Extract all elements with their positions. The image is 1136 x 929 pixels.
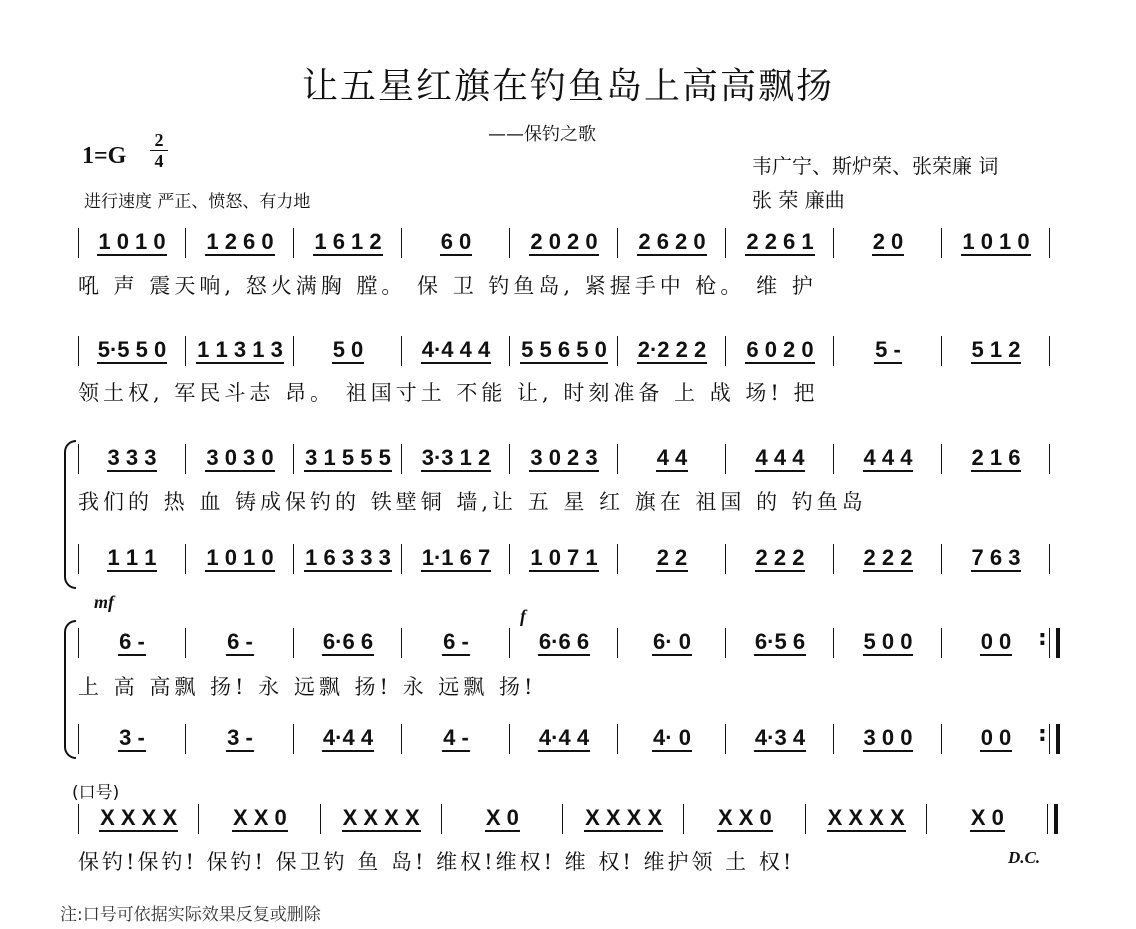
- barline: [562, 804, 563, 834]
- barline: [833, 724, 834, 754]
- barline: [941, 724, 942, 754]
- barline: [1049, 628, 1050, 658]
- measure: [688, 804, 801, 834]
- measure: [946, 628, 1046, 658]
- measure: [838, 628, 938, 658]
- barline: [293, 336, 294, 366]
- measure: [946, 444, 1046, 474]
- measure-notes: 2 6 2 0: [638, 229, 706, 254]
- measure-notes: 2 2: [656, 545, 688, 570]
- measure: [82, 544, 182, 574]
- barline: [78, 444, 79, 474]
- measure-notes: 4·4 4 4: [421, 337, 491, 362]
- measure-notes: 6 0: [440, 229, 472, 254]
- barline: [401, 628, 402, 658]
- barline: [185, 336, 186, 366]
- barline: [941, 444, 942, 474]
- measure: [325, 804, 438, 834]
- barline: [185, 628, 186, 658]
- measure-notes: 6·5 6: [754, 629, 806, 654]
- measure: [82, 628, 182, 658]
- barline: [293, 628, 294, 658]
- barline: [617, 444, 618, 474]
- staff-row-7: [78, 798, 1048, 838]
- measure-notes: 4 4 4: [755, 445, 805, 470]
- lyrics-line-2: 领土权, 军民斗志 昂。 祖国寸土 不能 让, 时刻准备 上 战 场! 把: [78, 381, 819, 405]
- measure-notes: 2 1 6: [971, 445, 1021, 470]
- measure: [946, 228, 1046, 258]
- barline: [509, 544, 510, 574]
- measure-notes: 5 0 0: [863, 629, 913, 654]
- song-title: 让五星红旗在钓鱼岛上高高飘扬: [301, 66, 834, 107]
- measure-notes: 3 0 0: [863, 725, 913, 750]
- barline: [725, 228, 726, 258]
- measure: [82, 228, 182, 258]
- time-signature: [150, 130, 168, 171]
- dynamic-f: f: [520, 606, 526, 626]
- staff-row-1: [78, 222, 1050, 262]
- barline: [1049, 228, 1050, 258]
- barline: [725, 336, 726, 366]
- measure-notes: 3 0 2 3: [530, 445, 598, 470]
- barline: [78, 628, 79, 658]
- barline: [185, 444, 186, 474]
- measure: [838, 444, 938, 474]
- measure-notes: 2·2 2 2: [637, 337, 707, 362]
- measure: [514, 628, 614, 658]
- barline: [941, 228, 942, 258]
- measure: [82, 804, 195, 834]
- measure: [730, 444, 830, 474]
- staff-row-6: [78, 718, 1050, 758]
- da-capo-mark: D.C.: [1008, 848, 1041, 867]
- measure-notes: X X 0: [717, 805, 772, 830]
- measure: [838, 336, 938, 366]
- lyricist-credit: 韦广宁、斯炉荣、张荣廉 词: [752, 154, 999, 178]
- measure: [82, 724, 182, 754]
- measure: [298, 336, 398, 366]
- measure-notes: 5 5 6 5 0: [521, 337, 607, 362]
- measure-notes: X X X X: [827, 805, 905, 830]
- measure-notes: 1 0 1 0: [206, 545, 274, 570]
- barline: [78, 724, 79, 754]
- measure: [82, 336, 182, 366]
- lyrics-line-1: 吼 声 震天响, 怒火满胸 膛。 保 卫 钓鱼岛, 紧握手中 枪。 维 护: [78, 274, 817, 298]
- measure: [406, 724, 506, 754]
- measure: [838, 544, 938, 574]
- barline: [926, 804, 927, 834]
- measure-notes: 5 0: [332, 337, 364, 362]
- system-brace-2: [64, 620, 76, 759]
- measure-notes: 4·3 4: [754, 725, 806, 750]
- measure: [514, 444, 614, 474]
- measure-notes: 6· 0: [653, 629, 691, 654]
- measure-notes: 1 6 3 3 3: [305, 545, 391, 570]
- measure-notes: 2 2 6 1: [746, 229, 814, 254]
- barline: [78, 804, 79, 834]
- barline: [441, 804, 442, 834]
- measure: [567, 804, 680, 834]
- barline: [833, 544, 834, 574]
- measure-notes: 3 -: [119, 725, 145, 750]
- measure: [190, 444, 290, 474]
- measure: [838, 228, 938, 258]
- measure-notes: 1 6 1 2: [314, 229, 382, 254]
- footnote: 注:口号可依据实际效果反复或删除: [60, 905, 321, 925]
- measure: [730, 544, 830, 574]
- measure: [730, 228, 830, 258]
- barline: [401, 228, 402, 258]
- time-signature-bottom: 4: [154, 151, 164, 171]
- staff-row-4: [78, 538, 1050, 578]
- barline: [725, 544, 726, 574]
- measure-notes: 1 0 1 0: [962, 229, 1030, 254]
- measure-notes: 2 2 2: [863, 545, 913, 570]
- barline: [833, 336, 834, 366]
- measure: [514, 724, 614, 754]
- measure: [622, 628, 722, 658]
- measure-notes: 3·3 1 2: [421, 445, 491, 470]
- measure-notes: 6 0 2 0: [746, 337, 814, 362]
- measure: [810, 804, 923, 834]
- measure-notes: 2 0: [872, 229, 904, 254]
- measure-notes: 5 -: [875, 337, 901, 362]
- measure: [203, 804, 316, 834]
- measure: [190, 724, 290, 754]
- barline: [509, 336, 510, 366]
- measure: [946, 336, 1046, 366]
- measure: [622, 724, 722, 754]
- barline: [509, 724, 510, 754]
- barline: [401, 724, 402, 754]
- measure: [446, 804, 559, 834]
- barline: [509, 628, 510, 658]
- measure: [730, 336, 830, 366]
- barline: [1049, 444, 1050, 474]
- barline: [1047, 804, 1048, 834]
- measure-notes: X 0: [970, 805, 1004, 830]
- barline: [401, 444, 402, 474]
- measure-notes: 2 2 2: [755, 545, 805, 570]
- tempo-marking: 进行速度 严正、愤怒、有力地: [84, 192, 311, 212]
- barline: [833, 444, 834, 474]
- measure-notes: X X 0: [232, 805, 287, 830]
- measure: [406, 628, 506, 658]
- measure-notes: 1 2 6 0: [206, 229, 274, 254]
- measure-notes: 4 4: [656, 445, 688, 470]
- measure: [946, 724, 1046, 754]
- barline: [509, 228, 510, 258]
- barline: [941, 628, 942, 658]
- measure-notes: 6 -: [443, 629, 469, 654]
- measure-notes: X 0: [485, 805, 519, 830]
- measure-notes: 6·6 6: [322, 629, 374, 654]
- measure: [298, 544, 398, 574]
- barline: [198, 804, 199, 834]
- measure-notes: 5·5 5 0: [97, 337, 167, 362]
- measure-notes: 1 0 7 1: [530, 545, 598, 570]
- measure: [190, 336, 290, 366]
- measure: [82, 444, 182, 474]
- measure: [298, 628, 398, 658]
- measure-notes: X X X X: [342, 805, 420, 830]
- barline: [725, 724, 726, 754]
- barline: [1049, 724, 1050, 754]
- measure: [622, 228, 722, 258]
- measure: [514, 336, 614, 366]
- measure-notes: 7 6 3: [971, 545, 1021, 570]
- measure-notes: 4· 0: [653, 725, 691, 750]
- measure: [190, 544, 290, 574]
- barline: [293, 544, 294, 574]
- barline: [617, 724, 618, 754]
- measure-notes: 6 -: [119, 629, 145, 654]
- measure-notes: 1·1 6 7: [421, 545, 491, 570]
- staff-row-5: [78, 622, 1050, 662]
- system-brace-1: [64, 440, 76, 589]
- dynamic-mf: mf: [94, 592, 114, 612]
- measure: [622, 444, 722, 474]
- measure-notes: 3 1 5 5 5: [305, 445, 391, 470]
- measure-notes: 5 1 2: [971, 337, 1021, 362]
- barline: [833, 228, 834, 258]
- barline: [401, 544, 402, 574]
- slogan-label: (口号): [72, 783, 120, 803]
- measure: [190, 228, 290, 258]
- measure: [406, 444, 506, 474]
- measure-notes: 3 3 3: [107, 445, 157, 470]
- measure: [406, 228, 506, 258]
- measure: [406, 336, 506, 366]
- measure: [622, 544, 722, 574]
- measure-notes: 4 4 4: [863, 445, 913, 470]
- barline: [941, 544, 942, 574]
- measure: [730, 724, 830, 754]
- lyrics-line-3: 我们的 热 血 铸成保钓的 铁壁铜 墙,让 五 星 红 旗在 祖国 的 钓鱼岛: [78, 490, 867, 514]
- barline: [617, 228, 618, 258]
- key-signature: 1=G: [82, 143, 127, 169]
- lyrics-line-7: 保钓!保钓! 保钓! 保卫钓 鱼 岛! 维权!维权! 维 权! 维护领 土 权!: [78, 850, 795, 874]
- barline: [293, 444, 294, 474]
- staff-row-2: [78, 330, 1050, 370]
- measure-notes: 6 -: [227, 629, 253, 654]
- barline: [320, 804, 321, 834]
- measure: [514, 228, 614, 258]
- measure-notes: 3 -: [227, 725, 253, 750]
- measure-notes: 3 0 3 0: [206, 445, 274, 470]
- barline: [725, 444, 726, 474]
- barline: [683, 804, 684, 834]
- measure: [190, 628, 290, 658]
- barline: [185, 544, 186, 574]
- barline: [78, 544, 79, 574]
- barline: [617, 544, 618, 574]
- measure-notes: X X X X: [100, 805, 178, 830]
- barline: [509, 444, 510, 474]
- measure: [931, 804, 1044, 834]
- measure: [730, 628, 830, 658]
- barline: [941, 336, 942, 366]
- barline: [185, 228, 186, 258]
- measure-notes: 2 0 2 0: [530, 229, 598, 254]
- barline: [833, 628, 834, 658]
- barline: [805, 804, 806, 834]
- measure: [514, 544, 614, 574]
- barline: [617, 628, 618, 658]
- barline: [185, 724, 186, 754]
- measure-notes: 6·6 6: [538, 629, 590, 654]
- measure-notes: 0 0: [980, 629, 1012, 654]
- measure: [838, 724, 938, 754]
- lyrics-line-5: 上 高 高飘 扬! 永 远飘 扬! 永 远飘 扬!: [78, 675, 537, 699]
- composer-credit: 张 荣 廉曲: [752, 188, 845, 212]
- measure: [406, 544, 506, 574]
- barline: [401, 336, 402, 366]
- measure-notes: 4 -: [443, 725, 469, 750]
- measure-notes: 0 0: [980, 725, 1012, 750]
- barline: [293, 228, 294, 258]
- measure-notes: 4·4 4: [538, 725, 590, 750]
- barline: [293, 724, 294, 754]
- measure: [298, 228, 398, 258]
- barline: [78, 228, 79, 258]
- barline: [1049, 544, 1050, 574]
- measure: [298, 444, 398, 474]
- staff-row-3: [78, 438, 1050, 478]
- measure-notes: 1 1 3 1 3: [197, 337, 283, 362]
- barline: [617, 336, 618, 366]
- measure: [946, 544, 1046, 574]
- measure-notes: X X X X: [585, 805, 663, 830]
- measure: [622, 336, 722, 366]
- barline: [1049, 336, 1050, 366]
- measure: [298, 724, 398, 754]
- barline: [78, 336, 79, 366]
- measure-notes: 1 1 1: [107, 545, 157, 570]
- song-subtitle: ——保钓之歌: [488, 124, 596, 145]
- measure-notes: 1 0 1 0: [98, 229, 166, 254]
- barline: [725, 628, 726, 658]
- measure-notes: 4·4 4: [322, 725, 374, 750]
- time-signature-top: 2: [154, 130, 164, 150]
